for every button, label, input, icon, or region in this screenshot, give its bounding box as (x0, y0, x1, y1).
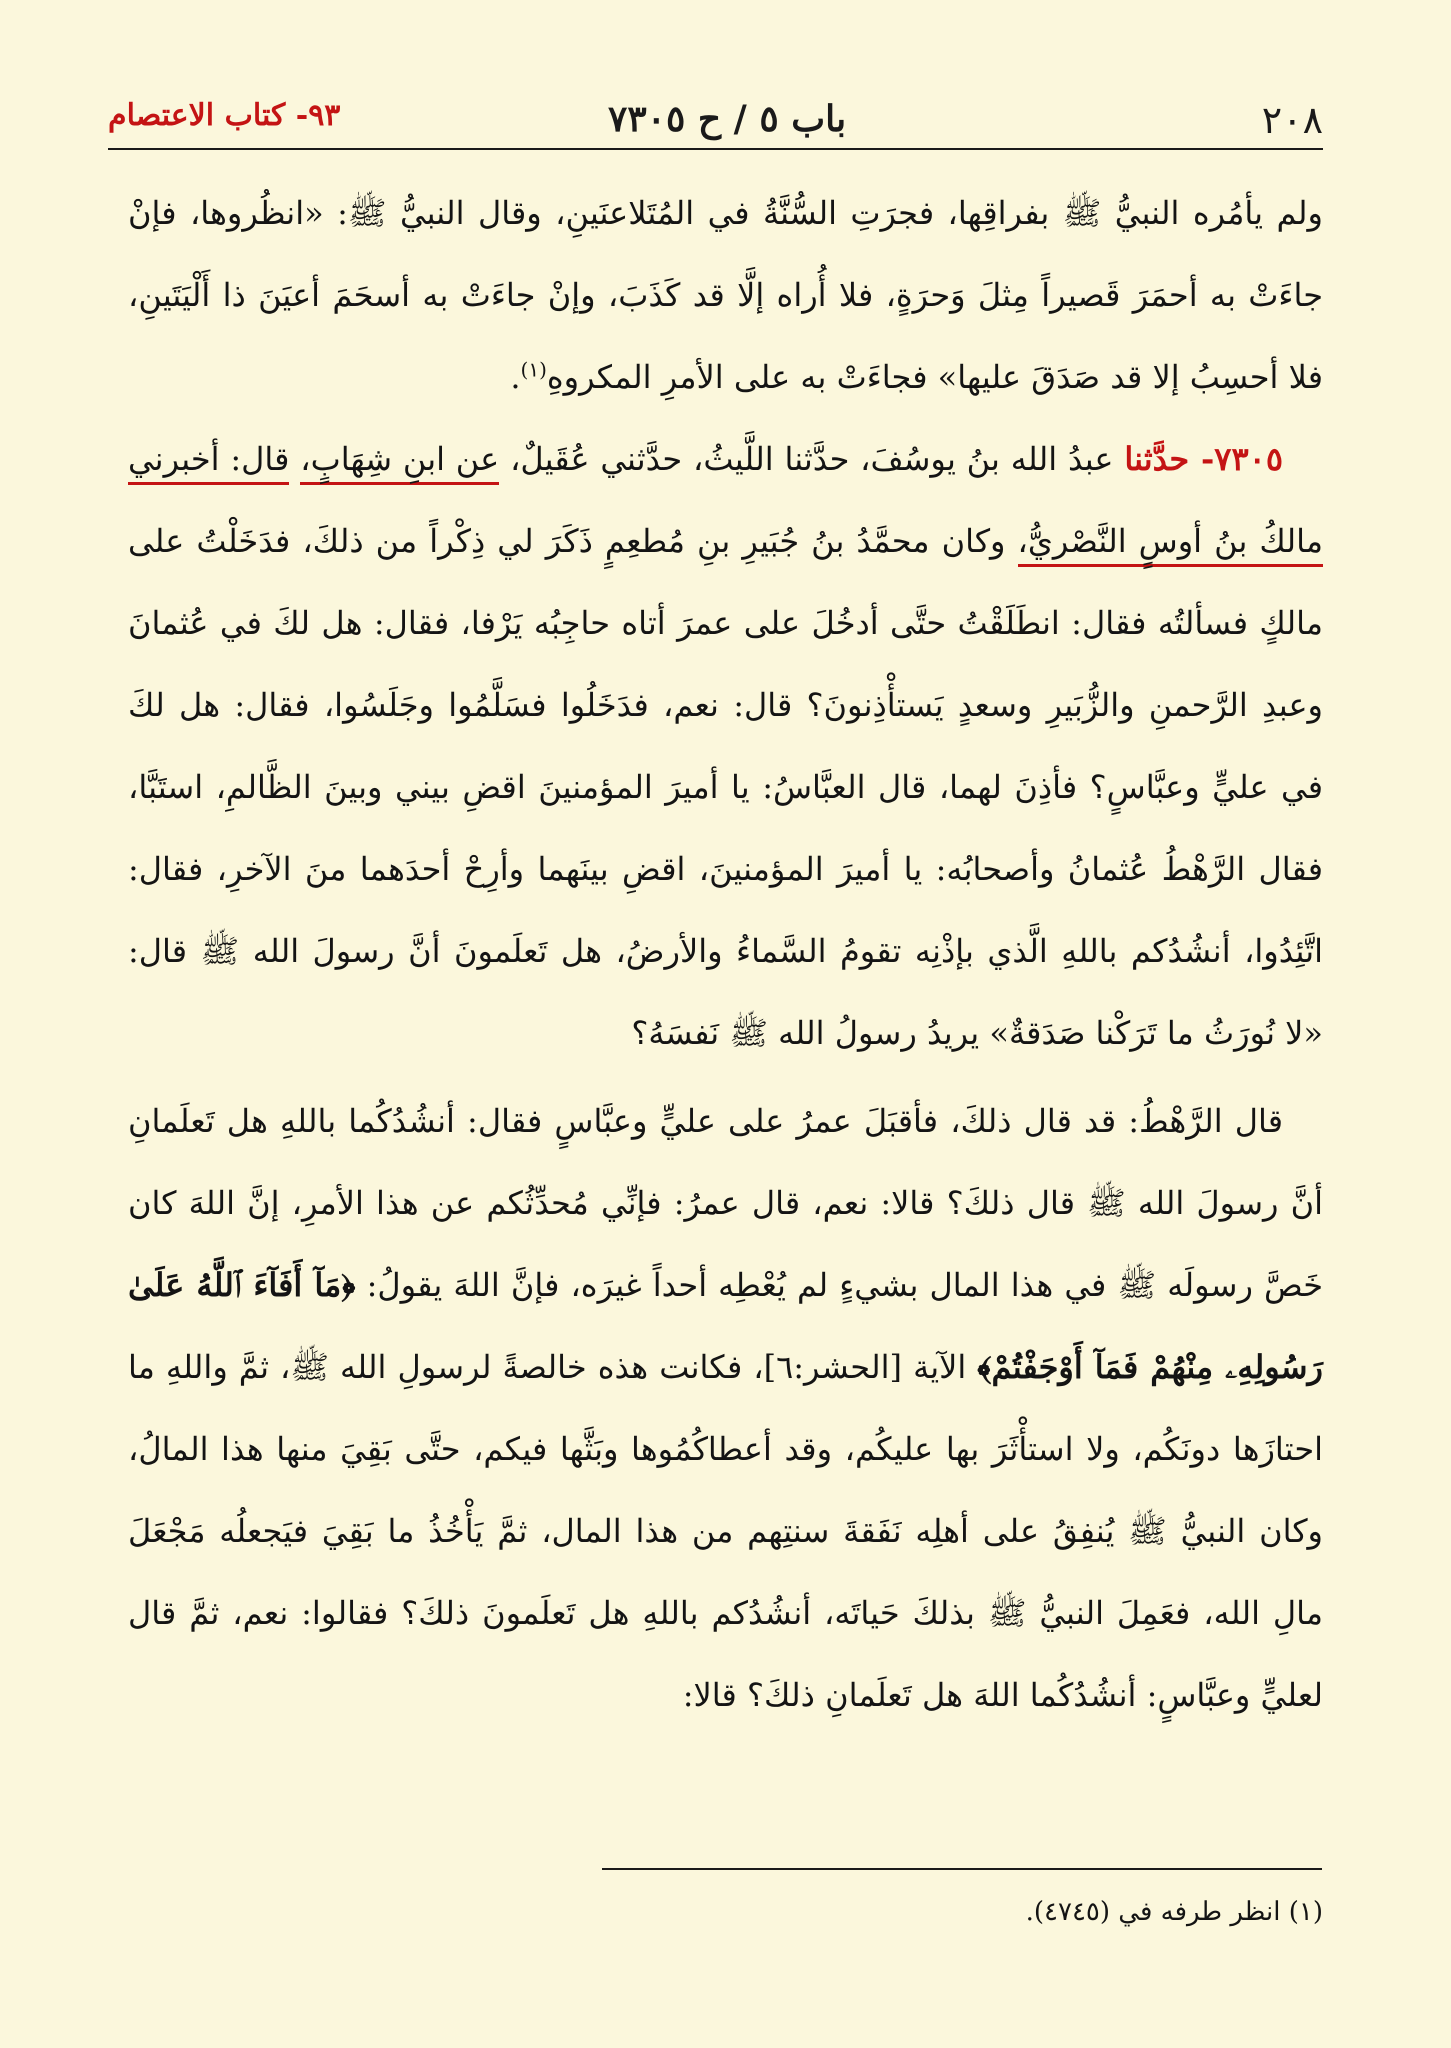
paragraph-3: قال الرَّهْطُ: قد قال ذلكَ، فأقبَلَ عمرُ على عليٍّ وعبَّاسٍ فقال: أنشُدُكُما باللهِ هل تَعلَمانِ أنَّ رسولَ الله ﷺ قال ذلكَ؟ قالا: نعم، قال عمرُ: فإنِّي مُحدِّثُكم عن هذا الأمرِ، إنَّ اللهَ كان خَصَّ رسولَه ﷺ في هذا المال بشيءٍ لم يُعْطِه أحداً غيرَه، فإنَّ اللهَ يقولُ: ﴿مَآ أَفَآءَ ٱللَّهُ عَلَىٰ رَسُولِهِۦ مِنْهُمْ فَمَآ أَوْجَفْتُمْ﴾ الآية [الحشر:٦]، فكانت هذه خالصةً لرسولِ الله ﷺ، ثمَّ واللهِ ما احتازَها دونَكُم، ولا استأْثَرَ بها عليكُم، وقد أعطاكُمُوها وبَثَّها فيكم، حتَّى بَقِيَ منها هذا المالُ، وكان النبيُّ ﷺ يُنفِقُ على أهلِه نَفَقةَ سنتِهم من هذا المال، ثمَّ يَأْخُذُ ما بَقِيَ فيَجعلُه مَجْعَلَ مالِ الله، فعَمِلَ النبيُّ ﷺ بذلكَ حَياتَه، أنشُدُكم باللهِ هل تَعلَمونَ ذلكَ؟ فقالوا: نعم، ثمَّ قال لعليٍّ وعبَّاسٍ: أنشُدُكُما اللهَ هل تَعلَمانِ ذلكَ؟ قالا: (128, 1102, 1324, 1714)
header-divider (108, 148, 1323, 150)
paragraph-1: ولم يأمُره النبيُّ ﷺ بفراقِها، فجرَتِ السُّنَّةُ في المُتَلاعنَينِ، وقال النبيُّ ﷺ: «انظُروها، فإنْ جاءَتْ به أحمَرَ قَصيراً مِثلَ وَحرَةٍ، فلا أُراه إلَّا قد كَذَبَ، وإنْ جاءَتْ به أسحَمَ أعيَنَ ذا أَلْيَتَينِ، فلا أحسِبُ إلا قد صَدَقَ عليها» فجاءَتْ به على الأمرِ المكروهِ$^{(١)}$. (128, 194, 1324, 396)
footnote: (١) انظر طرفه في (٤٧٤٥). (1025, 1897, 1323, 1927)
paragraph-hadith-7305: ٧٣٠٥- حدَّثنا عبدُ الله بنُ يوسُفَ، حدَّثنا اللَّيثُ، حدَّثني عُقَيلٌ، عن ابنِ شِهَابٍ، قال: أخبرني مالكُ بنُ أوسٍ النَّصْريُّ، وكان محمَّدُ بنُ جُبَيرِ بنِ مُطعِمٍ ذَكَرَ لي ذِكْراً من ذلكَ، فدَخَلْتُ على مالكٍ فسألتُه فقال: انطَلَقْتُ حتَّى أدخُلَ على عمرَ أتاه حاجِبُه يَرْفا، فقال: هل لكَ في عُثمانَ وعبدِ الرَّحمنِ والزُّبَيرِ وسعدٍ يَستأْذِنونَ؟ قال: نعم، فدَخَلُوا فسَلَّمُوا وجَلَسُوا، فقال: هل لكَ في عليٍّ وعبَّاسٍ؟ فأذِنَ لهما، قال العبَّاسُ: يا أميرَ المؤمنينَ اقضِ بيني وبينَ الظَّالمِ، استَبَّا، فقال الرَّهْطُ عُثمانُ وأصحابُه: يا أميرَ المؤمنينَ، اقضِ بينَهما وأرِحْ أحدَهما منَ الآخرِ، فقال: اتَّئِدُوا، أنشُدُكم باللهِ الَّذي بإذْنِه تقومُ السَّماءُ والأرضُ، هل تَعلَمونَ أنَّ رسولَ الله ﷺ قال: «لا نُورَثُ ما تَرَكْنا صَدَقةٌ» يريدُ رسولُ الله ﷺ نَفسَهُ؟ (128, 440, 1324, 1052)
chapter-hadith-reference: باب ٥ / ح ٧٣٠٥ (608, 98, 847, 140)
page-number: ٢٠٨ (1261, 98, 1323, 142)
main-text (128, 172, 1323, 1736)
footnote-marker: (١) (520, 357, 547, 382)
page-header (108, 92, 1323, 144)
hadith-number: ٧٣٠٥- حدَّثنا (1124, 440, 1284, 478)
underlined-narrator-1: عن ابنِ شِهَابٍ، (300, 440, 499, 485)
book-title: ٩٣- كتاب الاعتصام (108, 98, 341, 133)
quran-verse: ﴿مَآ أَفَآءَ ٱللَّهُ عَلَىٰ رَسُولِهِۦ مِنْهُمْ فَمَآ أَوْجَفْتُمْ﴾ (128, 1266, 1323, 1386)
underlined-narrator-2: قال: أخبرني مالكُ بنُ أوسٍ النَّصْريُّ، (128, 440, 1323, 567)
footnote-divider (602, 1868, 1322, 1870)
